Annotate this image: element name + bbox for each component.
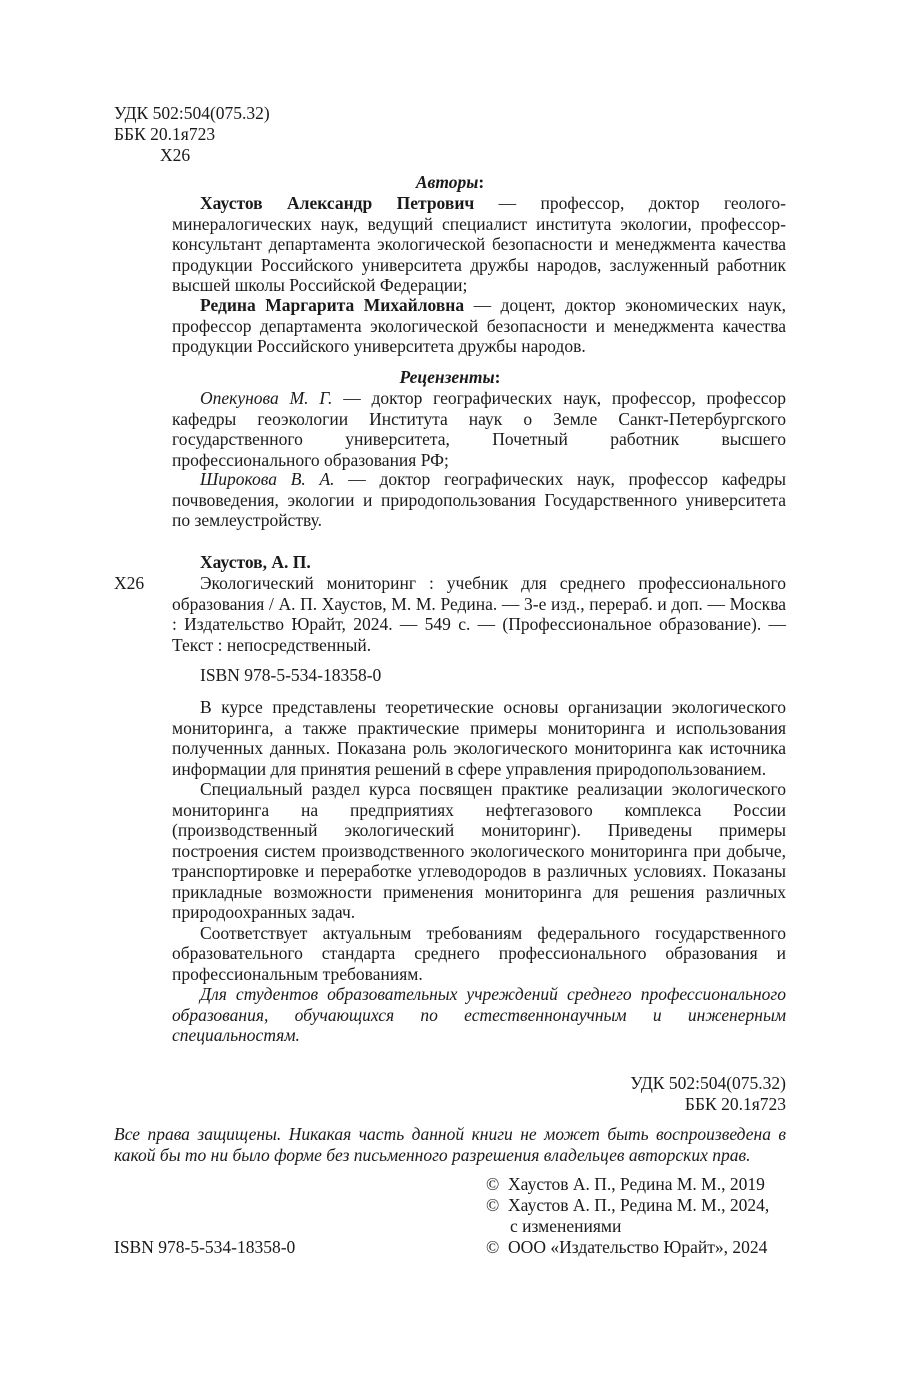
footer-isbn: ISBN 978-5-534-18358-0 bbox=[114, 1237, 296, 1257]
copyright-line-2: © Хаустов А. П., Редина М. М., 2024, bbox=[486, 1195, 770, 1215]
reviewer-name: Опекунова М. Г. bbox=[200, 388, 333, 408]
copyright-line-3: © ООО «Издательство Юрайт», 2024 bbox=[486, 1237, 768, 1257]
reviewer-desc: — доктор географических наук, профессор, профессор кафедры геоэкологии Института наук о Земле Санкт-Петербургского государственного университета, Почетный работник высшего профессионального образования РФ; bbox=[172, 388, 786, 470]
bbk-code-footer: ББК 20.1я723 bbox=[684, 1094, 786, 1114]
author-desc: — профессор, доктор геолого-минералогических наук, ведущий специалист института экологии, профессор-консультант департамента экологической безопасности и менеджмента качества продукции Российского университета дружбы народов, заслуженный работник высшей школы Российской Федерации; bbox=[172, 193, 786, 295]
reviewer-entry-2 bbox=[172, 469, 786, 531]
reviewer-entry-1 bbox=[172, 388, 786, 470]
catalog-mark: Х26 bbox=[114, 573, 145, 593]
annotation bbox=[172, 697, 786, 1046]
rights-notice: Все права защищены. Никакая часть данной книги не может быть воспроизведена в какой бы то ни было форме без письменного разрешения владельцев авторских прав. bbox=[114, 1124, 786, 1165]
author-entry-2 bbox=[172, 295, 786, 357]
author-entry-1 bbox=[172, 193, 786, 296]
author-mark-header: Х26 bbox=[160, 145, 191, 165]
reviewers-heading: Рецензенты: bbox=[399, 367, 501, 387]
author-name: Хаустов Александр Петрович bbox=[200, 193, 475, 213]
author-name: Редина Маргарита Михайловна bbox=[200, 295, 465, 315]
reviewer-desc: — доктор географических наук, профессор кафедры почвоведения, экологии и природопользования Государственного университета по землеустройству. bbox=[172, 469, 786, 530]
copyright-line-1: © Хаустов А. П., Редина М. М., 2019 bbox=[486, 1174, 765, 1194]
annotation-audience: Для студентов образовательных учреждений среднего профессионального образования, обучающихся по естественнонаучным и инженерным специальностям. bbox=[172, 984, 786, 1045]
catalog-isbn: ISBN 978-5-534-18358-0 bbox=[200, 665, 382, 685]
udk-code-footer: УДК 502:504(075.32) bbox=[630, 1073, 786, 1093]
author-desc: — доцент, доктор экономических наук, профессор департамента экологической безопасности и менеджмента качества продукции Российского университета дружбы народов. bbox=[172, 295, 786, 356]
copyright-symbol: © bbox=[486, 1195, 500, 1215]
copyright-line-2b: с изменениями bbox=[510, 1216, 622, 1236]
annotation-paragraph-2: Специальный раздел курса посвящен практике реализации экологического мониторинга на предприятиях нефтегазового комплекса России (производственный экологический мониторинг). Приведены примеры построения систем производственного экологического мониторинга при добыче, транспортировке и переработке углеводородов в различных условиях. Показаны прикладные возможности применения мониторинга для решения различных природоохранных задач. bbox=[172, 779, 786, 922]
catalog-description: Экологический мониторинг : учебник для среднего профессионального образования / А. П. Хаустов, М. М. Редина. — 3-е изд., перераб. и доп. — Москва : Издательство Юрайт, 2024. — 549 с. — (Профессиональное образование). — Текст : непосредственный. bbox=[172, 573, 786, 655]
bbk-code-header: ББК 20.1я723 bbox=[114, 124, 216, 144]
reviewer-name: Широкова В. А. bbox=[200, 469, 335, 489]
catalog-main-author: Хаустов, А. П. bbox=[200, 552, 311, 572]
annotation-paragraph-3: Соответствует актуальным требованиям федерального государственного образовательного стандарта среднего профессионального образования и профессиональным требованиям. bbox=[172, 922, 786, 984]
annotation-paragraph-1: В курсе представлены теоретические основы организации экологического мониторинга, а также практические примеры мониторинга и использования полученных данных. Показана роль экологического мониторинга как источника информации для принятия решений в сфере управления природопользованием. bbox=[172, 697, 786, 779]
copyright-symbol: © bbox=[486, 1237, 500, 1257]
authors-heading: Авторы: bbox=[415, 172, 485, 192]
udk-code-header: УДК 502:504(075.32) bbox=[114, 103, 270, 123]
copyright-symbol: © bbox=[486, 1174, 500, 1194]
